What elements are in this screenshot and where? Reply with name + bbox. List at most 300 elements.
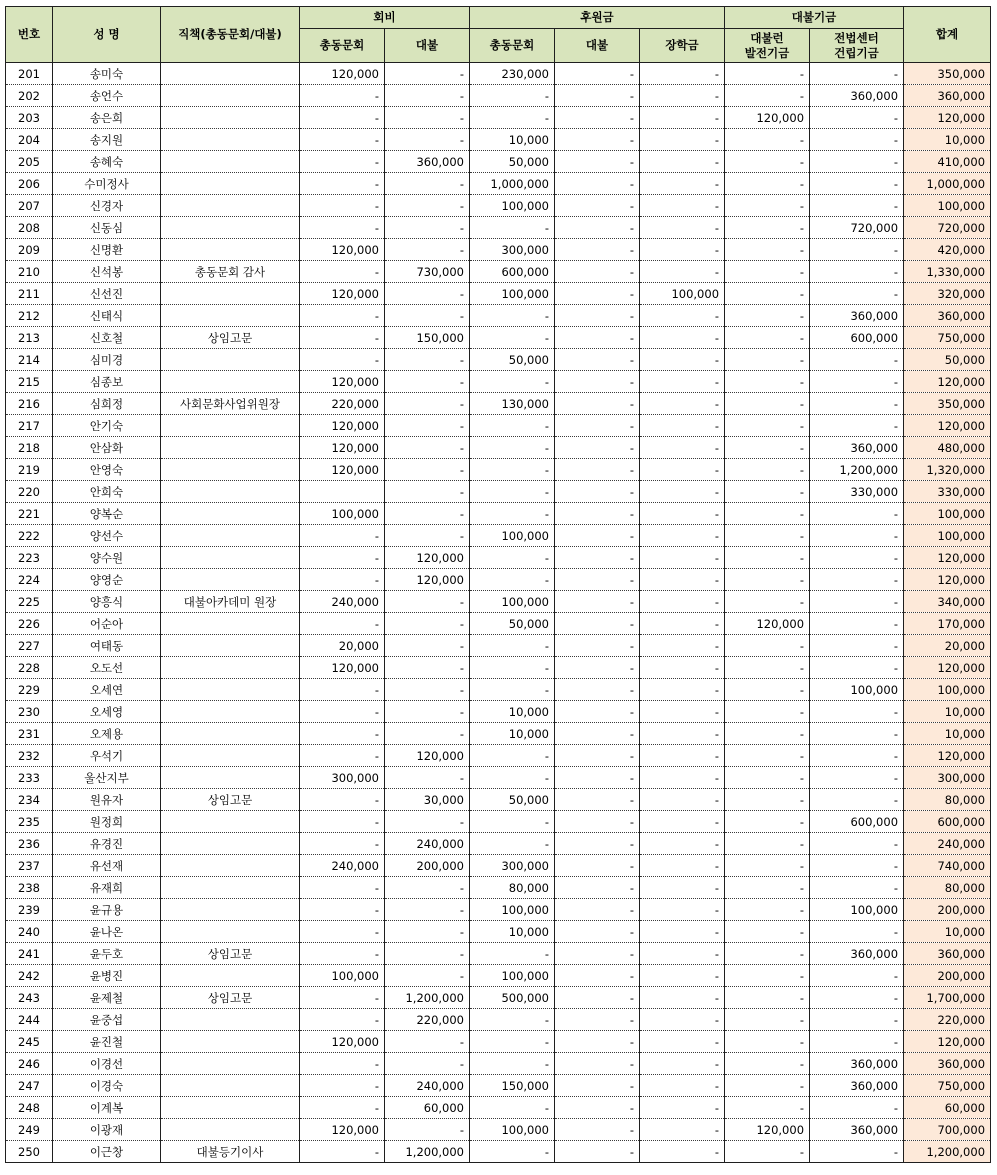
cell-sponsorship-alumni[interactable]: - bbox=[470, 217, 555, 239]
cell-center-construction-fund[interactable]: - bbox=[810, 63, 904, 85]
cell-membership-daebul[interactable]: - bbox=[385, 503, 470, 525]
cell-scholarship[interactable]: - bbox=[640, 305, 725, 327]
cell-no[interactable]: 215 bbox=[6, 371, 53, 393]
cell-total[interactable]: 420,000 bbox=[904, 239, 991, 261]
cell-position[interactable] bbox=[161, 239, 300, 261]
cell-name[interactable]: 송은희 bbox=[53, 107, 161, 129]
cell-run-development-fund[interactable]: - bbox=[725, 657, 810, 679]
header-total[interactable]: 합계 bbox=[904, 7, 991, 63]
cell-sponsorship-alumni[interactable]: 10,000 bbox=[470, 921, 555, 943]
cell-center-construction-fund[interactable]: - bbox=[810, 173, 904, 195]
cell-membership-daebul[interactable]: - bbox=[385, 239, 470, 261]
cell-total[interactable]: 200,000 bbox=[904, 899, 991, 921]
cell-scholarship[interactable]: - bbox=[640, 613, 725, 635]
cell-sponsorship-daebul[interactable]: - bbox=[555, 371, 640, 393]
cell-total[interactable]: 360,000 bbox=[904, 305, 991, 327]
cell-position[interactable] bbox=[161, 1075, 300, 1097]
cell-total[interactable]: 600,000 bbox=[904, 811, 991, 833]
cell-name[interactable]: 안희숙 bbox=[53, 481, 161, 503]
cell-no[interactable]: 219 bbox=[6, 459, 53, 481]
cell-total[interactable]: 20,000 bbox=[904, 635, 991, 657]
cell-scholarship[interactable]: - bbox=[640, 833, 725, 855]
cell-center-construction-fund[interactable]: - bbox=[810, 1031, 904, 1053]
cell-scholarship[interactable]: - bbox=[640, 173, 725, 195]
cell-no[interactable]: 213 bbox=[6, 327, 53, 349]
cell-total[interactable]: 1,700,000 bbox=[904, 987, 991, 1009]
cell-name[interactable]: 윤두호 bbox=[53, 943, 161, 965]
cell-position[interactable] bbox=[161, 855, 300, 877]
cell-scholarship[interactable]: - bbox=[640, 371, 725, 393]
cell-membership-alumni[interactable]: - bbox=[300, 349, 385, 371]
cell-membership-daebul[interactable]: - bbox=[385, 1031, 470, 1053]
cell-no[interactable]: 248 bbox=[6, 1097, 53, 1119]
cell-sponsorship-daebul[interactable]: - bbox=[555, 151, 640, 173]
cell-scholarship[interactable]: - bbox=[640, 217, 725, 239]
cell-sponsorship-alumni[interactable]: 50,000 bbox=[470, 349, 555, 371]
header-group-fund[interactable]: 대불기금 bbox=[725, 7, 904, 29]
cell-sponsorship-alumni[interactable]: - bbox=[470, 1097, 555, 1119]
cell-run-development-fund[interactable]: - bbox=[725, 921, 810, 943]
cell-sponsorship-alumni[interactable]: 100,000 bbox=[470, 591, 555, 613]
cell-membership-alumni[interactable] bbox=[300, 481, 385, 503]
cell-no[interactable]: 211 bbox=[6, 283, 53, 305]
cell-sponsorship-daebul[interactable]: - bbox=[555, 921, 640, 943]
cell-run-development-fund[interactable]: - bbox=[725, 1097, 810, 1119]
cell-center-construction-fund[interactable]: 360,000 bbox=[810, 1053, 904, 1075]
cell-run-development-fund[interactable]: - bbox=[725, 1075, 810, 1097]
cell-run-development-fund[interactable]: - bbox=[725, 1141, 810, 1163]
cell-scholarship[interactable]: - bbox=[640, 415, 725, 437]
cell-sponsorship-alumni[interactable]: - bbox=[470, 1031, 555, 1053]
cell-membership-alumni[interactable]: - bbox=[300, 613, 385, 635]
cell-sponsorship-alumni[interactable]: 600,000 bbox=[470, 261, 555, 283]
cell-center-construction-fund[interactable]: 600,000 bbox=[810, 811, 904, 833]
cell-no[interactable]: 202 bbox=[6, 85, 53, 107]
cell-run-development-fund[interactable]: - bbox=[725, 943, 810, 965]
cell-membership-alumni[interactable]: - bbox=[300, 1053, 385, 1075]
cell-name[interactable]: 윤규용 bbox=[53, 899, 161, 921]
cell-position[interactable] bbox=[161, 217, 300, 239]
cell-sponsorship-alumni[interactable]: - bbox=[470, 811, 555, 833]
cell-run-development-fund[interactable]: - bbox=[725, 855, 810, 877]
cell-center-construction-fund[interactable]: - bbox=[810, 613, 904, 635]
cell-total[interactable]: 240,000 bbox=[904, 833, 991, 855]
cell-sponsorship-daebul[interactable]: - bbox=[555, 481, 640, 503]
cell-membership-alumni[interactable]: - bbox=[300, 723, 385, 745]
cell-total[interactable]: 330,000 bbox=[904, 481, 991, 503]
cell-run-development-fund[interactable]: - bbox=[725, 1031, 810, 1053]
cell-membership-alumni[interactable]: 220,000 bbox=[300, 393, 385, 415]
cell-scholarship[interactable]: 100,000 bbox=[640, 283, 725, 305]
cell-no[interactable]: 225 bbox=[6, 591, 53, 613]
cell-run-development-fund[interactable]: - bbox=[725, 789, 810, 811]
cell-membership-alumni[interactable]: 120,000 bbox=[300, 657, 385, 679]
cell-run-development-fund[interactable]: - bbox=[725, 393, 810, 415]
cell-no[interactable]: 242 bbox=[6, 965, 53, 987]
cell-sponsorship-alumni[interactable]: 10,000 bbox=[470, 129, 555, 151]
cell-center-construction-fund[interactable]: - bbox=[810, 1141, 904, 1163]
cell-no[interactable]: 232 bbox=[6, 745, 53, 767]
cell-no[interactable]: 218 bbox=[6, 437, 53, 459]
cell-name[interactable]: 안삼화 bbox=[53, 437, 161, 459]
cell-membership-alumni[interactable]: - bbox=[300, 1075, 385, 1097]
header-group-membership[interactable]: 회비 bbox=[300, 7, 470, 29]
cell-no[interactable]: 206 bbox=[6, 173, 53, 195]
cell-membership-daebul[interactable]: - bbox=[385, 877, 470, 899]
header-group-sponsorship[interactable]: 후원금 bbox=[470, 7, 725, 29]
cell-membership-alumni[interactable]: - bbox=[300, 525, 385, 547]
cell-sponsorship-alumni[interactable]: 50,000 bbox=[470, 151, 555, 173]
cell-position[interactable] bbox=[161, 723, 300, 745]
cell-center-construction-fund[interactable]: - bbox=[810, 151, 904, 173]
cell-sponsorship-alumni[interactable]: - bbox=[470, 1009, 555, 1031]
cell-membership-daebul[interactable]: - bbox=[385, 459, 470, 481]
cell-scholarship[interactable]: - bbox=[640, 1053, 725, 1075]
cell-no[interactable]: 212 bbox=[6, 305, 53, 327]
cell-membership-alumni[interactable]: - bbox=[300, 811, 385, 833]
cell-position[interactable]: 대불아카데미 원장 bbox=[161, 591, 300, 613]
cell-name[interactable]: 이경숙 bbox=[53, 1075, 161, 1097]
cell-total[interactable]: 80,000 bbox=[904, 877, 991, 899]
cell-sponsorship-daebul[interactable]: - bbox=[555, 789, 640, 811]
cell-name[interactable]: 어순아 bbox=[53, 613, 161, 635]
cell-membership-alumni[interactable]: 240,000 bbox=[300, 855, 385, 877]
cell-total[interactable]: 360,000 bbox=[904, 943, 991, 965]
cell-center-construction-fund[interactable]: - bbox=[810, 349, 904, 371]
cell-total[interactable]: 360,000 bbox=[904, 1053, 991, 1075]
cell-sponsorship-alumni[interactable]: 100,000 bbox=[470, 965, 555, 987]
cell-membership-daebul[interactable]: - bbox=[385, 811, 470, 833]
header-position[interactable]: 직책(총동문회/대불) bbox=[161, 7, 300, 63]
cell-sponsorship-alumni[interactable]: - bbox=[470, 371, 555, 393]
cell-position[interactable] bbox=[161, 107, 300, 129]
cell-membership-alumni[interactable]: - bbox=[300, 877, 385, 899]
cell-scholarship[interactable]: - bbox=[640, 789, 725, 811]
cell-name[interactable]: 신선진 bbox=[53, 283, 161, 305]
cell-sponsorship-alumni[interactable]: - bbox=[470, 305, 555, 327]
cell-run-development-fund[interactable]: 120,000 bbox=[725, 107, 810, 129]
cell-run-development-fund[interactable]: - bbox=[725, 569, 810, 591]
cell-name[interactable]: 오세영 bbox=[53, 701, 161, 723]
cell-center-construction-fund[interactable]: - bbox=[810, 261, 904, 283]
cell-run-development-fund[interactable]: - bbox=[725, 1053, 810, 1075]
cell-no[interactable]: 209 bbox=[6, 239, 53, 261]
cell-name[interactable]: 양영순 bbox=[53, 569, 161, 591]
cell-name[interactable]: 신동심 bbox=[53, 217, 161, 239]
cell-position[interactable]: 사회문화사업위원장 bbox=[161, 393, 300, 415]
cell-position[interactable] bbox=[161, 173, 300, 195]
cell-name[interactable]: 여태동 bbox=[53, 635, 161, 657]
cell-membership-alumni[interactable]: - bbox=[300, 173, 385, 195]
cell-membership-daebul[interactable]: 240,000 bbox=[385, 833, 470, 855]
cell-run-development-fund[interactable]: - bbox=[725, 371, 810, 393]
cell-run-development-fund[interactable]: - bbox=[725, 899, 810, 921]
cell-membership-alumni[interactable]: - bbox=[300, 129, 385, 151]
cell-sponsorship-alumni[interactable]: 150,000 bbox=[470, 1075, 555, 1097]
cell-sponsorship-daebul[interactable]: - bbox=[555, 63, 640, 85]
cell-scholarship[interactable]: - bbox=[640, 767, 725, 789]
cell-sponsorship-daebul[interactable]: - bbox=[555, 283, 640, 305]
cell-total[interactable]: 1,330,000 bbox=[904, 261, 991, 283]
cell-sponsorship-alumni[interactable]: - bbox=[470, 943, 555, 965]
cell-total[interactable]: 700,000 bbox=[904, 1119, 991, 1141]
cell-run-development-fund[interactable]: - bbox=[725, 437, 810, 459]
cell-membership-alumni[interactable]: - bbox=[300, 547, 385, 569]
cell-sponsorship-daebul[interactable]: - bbox=[555, 833, 640, 855]
cell-total[interactable]: 120,000 bbox=[904, 415, 991, 437]
cell-no[interactable]: 243 bbox=[6, 987, 53, 1009]
cell-no[interactable]: 224 bbox=[6, 569, 53, 591]
cell-no[interactable]: 246 bbox=[6, 1053, 53, 1075]
cell-total[interactable]: 120,000 bbox=[904, 657, 991, 679]
cell-scholarship[interactable]: - bbox=[640, 525, 725, 547]
cell-name[interactable]: 이경선 bbox=[53, 1053, 161, 1075]
cell-total[interactable]: 60,000 bbox=[904, 1097, 991, 1119]
cell-name[interactable]: 심종보 bbox=[53, 371, 161, 393]
cell-run-development-fund[interactable]: - bbox=[725, 327, 810, 349]
cell-sponsorship-alumni[interactable]: - bbox=[470, 459, 555, 481]
cell-name[interactable]: 안기숙 bbox=[53, 415, 161, 437]
cell-center-construction-fund[interactable]: 1,200,000 bbox=[810, 459, 904, 481]
cell-name[interactable]: 양수원 bbox=[53, 547, 161, 569]
cell-no[interactable]: 240 bbox=[6, 921, 53, 943]
cell-run-development-fund[interactable]: - bbox=[725, 349, 810, 371]
cell-membership-alumni[interactable]: 120,000 bbox=[300, 63, 385, 85]
header-name[interactable]: 성 명 bbox=[53, 7, 161, 63]
cell-no[interactable]: 226 bbox=[6, 613, 53, 635]
cell-sponsorship-daebul[interactable]: - bbox=[555, 85, 640, 107]
cell-membership-alumni[interactable]: 120,000 bbox=[300, 459, 385, 481]
cell-sponsorship-daebul[interactable]: - bbox=[555, 327, 640, 349]
cell-total[interactable]: 350,000 bbox=[904, 63, 991, 85]
cell-position[interactable] bbox=[161, 767, 300, 789]
cell-run-development-fund[interactable]: - bbox=[725, 701, 810, 723]
cell-no[interactable]: 239 bbox=[6, 899, 53, 921]
cell-membership-alumni[interactable]: - bbox=[300, 195, 385, 217]
cell-membership-daebul[interactable]: 30,000 bbox=[385, 789, 470, 811]
cell-scholarship[interactable]: - bbox=[640, 899, 725, 921]
cell-no[interactable]: 204 bbox=[6, 129, 53, 151]
cell-no[interactable]: 250 bbox=[6, 1141, 53, 1163]
cell-membership-daebul[interactable]: - bbox=[385, 921, 470, 943]
cell-name[interactable]: 송혜숙 bbox=[53, 151, 161, 173]
cell-sponsorship-alumni[interactable]: - bbox=[470, 657, 555, 679]
cell-total[interactable]: 1,200,000 bbox=[904, 1141, 991, 1163]
cell-run-development-fund[interactable]: - bbox=[725, 767, 810, 789]
cell-position[interactable] bbox=[161, 459, 300, 481]
cell-sponsorship-alumni[interactable]: - bbox=[470, 1053, 555, 1075]
cell-run-development-fund[interactable]: - bbox=[725, 1009, 810, 1031]
cell-scholarship[interactable]: - bbox=[640, 85, 725, 107]
cell-center-construction-fund[interactable]: - bbox=[810, 393, 904, 415]
cell-sponsorship-daebul[interactable]: - bbox=[555, 569, 640, 591]
cell-membership-alumni[interactable]: 20,000 bbox=[300, 635, 385, 657]
cell-membership-daebul[interactable]: - bbox=[385, 899, 470, 921]
cell-sponsorship-alumni[interactable]: - bbox=[470, 547, 555, 569]
cell-membership-daebul[interactable]: - bbox=[385, 965, 470, 987]
cell-scholarship[interactable]: - bbox=[640, 327, 725, 349]
cell-sponsorship-alumni[interactable]: 100,000 bbox=[470, 899, 555, 921]
cell-run-development-fund[interactable]: - bbox=[725, 261, 810, 283]
cell-position[interactable] bbox=[161, 745, 300, 767]
cell-total[interactable]: 10,000 bbox=[904, 701, 991, 723]
cell-sponsorship-daebul[interactable]: - bbox=[555, 261, 640, 283]
cell-name[interactable]: 윤병진 bbox=[53, 965, 161, 987]
cell-center-construction-fund[interactable]: - bbox=[810, 1009, 904, 1031]
cell-run-development-fund[interactable]: - bbox=[725, 129, 810, 151]
cell-run-development-fund[interactable]: - bbox=[725, 63, 810, 85]
cell-no[interactable]: 210 bbox=[6, 261, 53, 283]
cell-name[interactable]: 심희정 bbox=[53, 393, 161, 415]
cell-no[interactable]: 201 bbox=[6, 63, 53, 85]
cell-no[interactable]: 221 bbox=[6, 503, 53, 525]
cell-sponsorship-alumni[interactable]: - bbox=[470, 437, 555, 459]
cell-position[interactable] bbox=[161, 899, 300, 921]
cell-center-construction-fund[interactable]: - bbox=[810, 1097, 904, 1119]
cell-membership-daebul[interactable]: - bbox=[385, 437, 470, 459]
cell-position[interactable] bbox=[161, 635, 300, 657]
cell-run-development-fund[interactable]: 120,000 bbox=[725, 613, 810, 635]
cell-membership-alumni[interactable]: - bbox=[300, 899, 385, 921]
cell-sponsorship-daebul[interactable]: - bbox=[555, 525, 640, 547]
cell-position[interactable] bbox=[161, 569, 300, 591]
cell-sponsorship-alumni[interactable]: 230,000 bbox=[470, 63, 555, 85]
cell-run-development-fund[interactable]: - bbox=[725, 217, 810, 239]
cell-membership-daebul[interactable]: - bbox=[385, 195, 470, 217]
cell-name[interactable]: 양복순 bbox=[53, 503, 161, 525]
cell-center-construction-fund[interactable]: - bbox=[810, 833, 904, 855]
cell-scholarship[interactable]: - bbox=[640, 921, 725, 943]
cell-no[interactable]: 223 bbox=[6, 547, 53, 569]
cell-sponsorship-daebul[interactable]: - bbox=[555, 855, 640, 877]
cell-sponsorship-alumni[interactable]: 300,000 bbox=[470, 855, 555, 877]
cell-center-construction-fund[interactable]: - bbox=[810, 921, 904, 943]
cell-sponsorship-alumni[interactable]: 10,000 bbox=[470, 701, 555, 723]
cell-sponsorship-daebul[interactable]: - bbox=[555, 701, 640, 723]
cell-membership-daebul[interactable]: - bbox=[385, 1053, 470, 1075]
cell-sponsorship-alumni[interactable]: - bbox=[470, 745, 555, 767]
cell-scholarship[interactable]: - bbox=[640, 481, 725, 503]
cell-run-development-fund[interactable]: - bbox=[725, 591, 810, 613]
cell-sponsorship-alumni[interactable]: - bbox=[470, 1141, 555, 1163]
cell-total[interactable]: 100,000 bbox=[904, 525, 991, 547]
cell-center-construction-fund[interactable]: - bbox=[810, 283, 904, 305]
cell-sponsorship-alumni[interactable]: - bbox=[470, 85, 555, 107]
cell-run-development-fund[interactable]: - bbox=[725, 283, 810, 305]
cell-membership-alumni[interactable]: - bbox=[300, 569, 385, 591]
cell-scholarship[interactable]: - bbox=[640, 63, 725, 85]
cell-membership-alumni[interactable]: - bbox=[300, 107, 385, 129]
cell-membership-alumni[interactable]: - bbox=[300, 85, 385, 107]
header-sponsorship-alumni[interactable]: 총동문회 bbox=[470, 29, 555, 63]
cell-scholarship[interactable]: - bbox=[640, 239, 725, 261]
cell-scholarship[interactable]: - bbox=[640, 1031, 725, 1053]
cell-no[interactable]: 230 bbox=[6, 701, 53, 723]
cell-center-construction-fund[interactable]: - bbox=[810, 129, 904, 151]
cell-center-construction-fund[interactable]: - bbox=[810, 657, 904, 679]
cell-scholarship[interactable]: - bbox=[640, 811, 725, 833]
cell-run-development-fund[interactable]: - bbox=[725, 85, 810, 107]
cell-sponsorship-daebul[interactable]: - bbox=[555, 1097, 640, 1119]
cell-membership-alumni[interactable]: - bbox=[300, 261, 385, 283]
cell-run-development-fund[interactable]: - bbox=[725, 525, 810, 547]
cell-membership-daebul[interactable]: - bbox=[385, 679, 470, 701]
cell-position[interactable] bbox=[161, 63, 300, 85]
cell-total[interactable]: 740,000 bbox=[904, 855, 991, 877]
cell-no[interactable]: 207 bbox=[6, 195, 53, 217]
cell-name[interactable]: 원정희 bbox=[53, 811, 161, 833]
header-membership-alumni[interactable]: 총동문회 bbox=[300, 29, 385, 63]
cell-sponsorship-alumni[interactable]: - bbox=[470, 569, 555, 591]
cell-run-development-fund[interactable]: - bbox=[725, 877, 810, 899]
cell-membership-alumni[interactable]: 100,000 bbox=[300, 965, 385, 987]
cell-center-construction-fund[interactable]: 360,000 bbox=[810, 437, 904, 459]
cell-scholarship[interactable]: - bbox=[640, 151, 725, 173]
cell-position[interactable] bbox=[161, 811, 300, 833]
cell-membership-alumni[interactable]: 120,000 bbox=[300, 415, 385, 437]
cell-position[interactable] bbox=[161, 613, 300, 635]
cell-membership-alumni[interactable]: 120,000 bbox=[300, 1031, 385, 1053]
cell-name[interactable]: 신경자 bbox=[53, 195, 161, 217]
cell-sponsorship-daebul[interactable]: - bbox=[555, 1075, 640, 1097]
cell-sponsorship-alumni[interactable]: 80,000 bbox=[470, 877, 555, 899]
cell-membership-daebul[interactable]: - bbox=[385, 767, 470, 789]
cell-sponsorship-alumni[interactable]: - bbox=[470, 679, 555, 701]
cell-position[interactable]: 상임고문 bbox=[161, 327, 300, 349]
cell-membership-alumni[interactable]: - bbox=[300, 745, 385, 767]
cell-no[interactable]: 234 bbox=[6, 789, 53, 811]
cell-membership-daebul[interactable]: - bbox=[385, 393, 470, 415]
cell-membership-daebul[interactable]: 360,000 bbox=[385, 151, 470, 173]
cell-sponsorship-alumni[interactable]: - bbox=[470, 107, 555, 129]
cell-name[interactable]: 오제용 bbox=[53, 723, 161, 745]
cell-run-development-fund[interactable]: - bbox=[725, 635, 810, 657]
cell-scholarship[interactable]: - bbox=[640, 1097, 725, 1119]
cell-membership-daebul[interactable]: - bbox=[385, 305, 470, 327]
cell-sponsorship-daebul[interactable]: - bbox=[555, 613, 640, 635]
cell-no[interactable]: 216 bbox=[6, 393, 53, 415]
cell-membership-daebul[interactable]: - bbox=[385, 481, 470, 503]
cell-name[interactable]: 윤제철 bbox=[53, 987, 161, 1009]
cell-membership-alumni[interactable]: - bbox=[300, 1097, 385, 1119]
cell-sponsorship-daebul[interactable]: - bbox=[555, 239, 640, 261]
cell-scholarship[interactable]: - bbox=[640, 701, 725, 723]
cell-membership-alumni[interactable]: - bbox=[300, 327, 385, 349]
cell-sponsorship-daebul[interactable]: - bbox=[555, 767, 640, 789]
cell-total[interactable]: 480,000 bbox=[904, 437, 991, 459]
cell-total[interactable]: 170,000 bbox=[904, 613, 991, 635]
cell-total[interactable]: 10,000 bbox=[904, 921, 991, 943]
cell-sponsorship-daebul[interactable]: - bbox=[555, 1053, 640, 1075]
cell-center-construction-fund[interactable]: 360,000 bbox=[810, 85, 904, 107]
cell-membership-daebul[interactable]: - bbox=[385, 415, 470, 437]
cell-membership-daebul[interactable]: 120,000 bbox=[385, 569, 470, 591]
cell-no[interactable]: 203 bbox=[6, 107, 53, 129]
cell-position[interactable] bbox=[161, 151, 300, 173]
cell-center-construction-fund[interactable]: 330,000 bbox=[810, 481, 904, 503]
cell-name[interactable]: 송언수 bbox=[53, 85, 161, 107]
cell-position[interactable] bbox=[161, 129, 300, 151]
cell-position[interactable] bbox=[161, 657, 300, 679]
cell-center-construction-fund[interactable]: - bbox=[810, 965, 904, 987]
cell-total[interactable]: 120,000 bbox=[904, 107, 991, 129]
cell-total[interactable]: 360,000 bbox=[904, 85, 991, 107]
cell-position[interactable]: 상임고문 bbox=[161, 789, 300, 811]
cell-center-construction-fund[interactable]: 360,000 bbox=[810, 305, 904, 327]
cell-membership-daebul[interactable]: - bbox=[385, 657, 470, 679]
cell-sponsorship-daebul[interactable]: - bbox=[555, 217, 640, 239]
cell-name[interactable]: 양흥식 bbox=[53, 591, 161, 613]
